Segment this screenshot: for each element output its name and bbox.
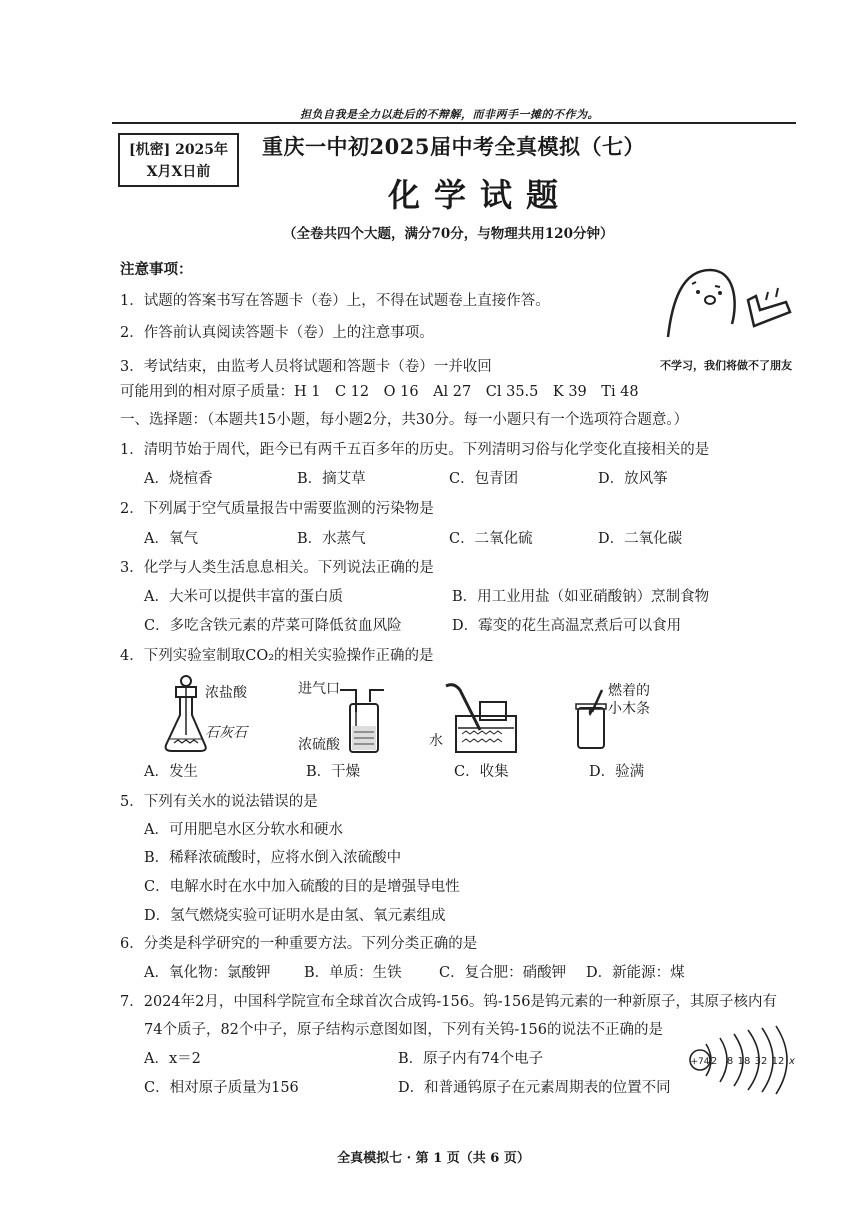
note-item-1: 1．试题的答案书写在答题卡（卷）上，不得在试题卷上直接作答。 xyxy=(120,293,550,309)
q1-option-b: B．摘艾草 xyxy=(297,471,366,487)
q7-option-a: A．x＝2 xyxy=(144,1051,201,1067)
label-burning-stick-2: 小木条 xyxy=(608,701,650,717)
note-item-2: 2．作答前认真阅读答题卡（卷）上的注意事项。 xyxy=(120,325,434,341)
label-limestone: 石灰石 xyxy=(205,725,247,741)
doodle-caption: 不学习，我们将做不了朋友 xyxy=(660,359,792,372)
apparatus-c-collection xyxy=(440,680,520,756)
q1-stem: 1．清明节始于周代，距今已有两千五百多年的历史。下列清明习俗与化学变化直接相关的是 xyxy=(120,442,710,458)
exam-subtitle: （全卷共四个大题，满分70分，与物理共用120分钟） xyxy=(283,226,614,242)
q4-option-d: D．验满 xyxy=(589,764,645,780)
q3-option-b: B．用工业用盐（如亚硝酸钠）烹制食物 xyxy=(452,589,710,605)
note-item-3: 3．考试结束，由监考人员将试题和答题卡（卷）一并收回 xyxy=(120,359,492,375)
header-rule xyxy=(112,122,796,124)
atomic-mass-line: 可能用到的相对原子质量：H 1 C 12 O 16 Al 27 Cl 35.5 K 39 Ti 48 xyxy=(120,384,639,400)
q5-option-a: A．可用肥皂水区分软水和硬水 xyxy=(144,822,343,838)
q4-option-c: C．收集 xyxy=(454,764,509,780)
q4-option-a: A．发生 xyxy=(144,764,198,780)
q6-option-c: C．复合肥：硝酸钾 xyxy=(439,965,567,981)
q7-option-c: C．相对原子质量为156 xyxy=(144,1080,299,1096)
q5-option-d: D．氢气燃烧实验可证明水是由氢、氧元素组成 xyxy=(144,908,446,924)
atom-shell-3: 18 xyxy=(737,1056,751,1067)
q3-option-c: C．多吃含铁元素的芹菜可降低贫血风险 xyxy=(144,618,402,634)
atom-shell-6: x xyxy=(789,1056,795,1067)
notes-heading: 注意事项： xyxy=(120,261,193,278)
q5-stem: 5．下列有关水的说法错误的是 xyxy=(120,794,318,810)
label-water: 水 xyxy=(429,733,443,749)
apparatus-a-generation xyxy=(160,675,210,755)
label-conc-h2so4: 浓硫酸 xyxy=(298,737,340,753)
q6-stem: 6．分类是科学研究的一种重要方法。下列分类正确的是 xyxy=(120,936,478,952)
q2-option-b: B．水蒸气 xyxy=(297,531,366,547)
q5-option-b: B．稀释浓硫酸时，应将水倒入浓硫酸中 xyxy=(144,850,402,866)
q7-option-d: D．和普通钨原子在元素周期表的位置不同 xyxy=(398,1080,671,1096)
q7-stem-line1: 7．2024年2月，中国科学院宣布全球首次合成钨-156。钨-156是钨元素的一种新原子，其原子核内有 xyxy=(120,994,777,1010)
secret-line-1: [机密] 2025年 xyxy=(128,142,229,158)
q3-option-a: A．大米可以提供丰富的蛋白质 xyxy=(144,589,343,605)
section1-heading: 一、选择题：（本题共15小题，每小题2分，共30分。每一小题只有一个选项符合题意。） xyxy=(120,412,689,428)
atom-shell-1: 2 xyxy=(710,1056,718,1067)
q2-option-d: D．二氧化碳 xyxy=(598,531,683,547)
q4-option-b: B．干燥 xyxy=(306,764,361,780)
atom-structure-diagram xyxy=(684,1022,799,1098)
q3-stem: 3．化学与人类生活息息相关。下列说法正确的是 xyxy=(120,560,434,576)
motto: 担负自我是全力以赴后的不辩解，而非两手一摊的不作为。 xyxy=(300,108,599,121)
secret-line-2: X月X日前 xyxy=(146,164,211,180)
apparatus-b-drying xyxy=(340,682,390,754)
atom-shell-4: 32 xyxy=(754,1056,768,1067)
q6-option-a: A．氧化物：氯酸钾 xyxy=(144,965,271,981)
label-inlet: 进气口 xyxy=(298,681,340,697)
q4-stem: 4．下列实验室制取CO₂的相关实验操作正确的是 xyxy=(120,648,434,664)
page-footer: 全真模拟七 · 第 1 页（共 6 页） xyxy=(337,1151,530,1166)
q7-stem-line2: 74个质子，82个中子，原子结构示意图如图，下列有关钨-156的说法不正确的是 xyxy=(144,1022,663,1038)
atom-shell-2: 8 xyxy=(726,1056,734,1067)
doodle-drawing xyxy=(660,262,800,344)
atom-nucleus-label: +74 xyxy=(690,1057,710,1067)
q1-option-c: C．包青团 xyxy=(449,471,519,487)
apparatus-d-check-full xyxy=(570,688,610,752)
atom-shell-5: 12 xyxy=(771,1056,785,1067)
subject-title: 化学试题 xyxy=(388,176,573,214)
q1-option-a: A．烧楦香 xyxy=(144,471,213,487)
q5-option-c: C．电解水时在水中加入硫酸的目的是增强导电性 xyxy=(144,879,460,895)
q6-option-b: B．单质：生铁 xyxy=(304,965,402,981)
label-conc-hcl: 浓盐酸 xyxy=(205,685,247,701)
q2-option-c: C．二氧化硫 xyxy=(449,531,533,547)
secret-box xyxy=(118,133,239,187)
q2-stem: 2．下列属于空气质量报告中需要监测的污染物是 xyxy=(120,501,434,517)
q2-option-a: A．氧气 xyxy=(144,531,198,547)
exam-title: 重庆一中初2025届中考全真模拟（七） xyxy=(262,134,645,159)
q1-option-d: D．放风筝 xyxy=(598,471,668,487)
label-burning-stick-1: 燃着的 xyxy=(608,683,650,699)
q6-option-d: D．新能源：煤 xyxy=(586,965,685,981)
q3-option-d: D．霉变的花生高温烹煮后可以食用 xyxy=(452,618,682,634)
q7-option-b: B．原子内有74个电子 xyxy=(398,1051,544,1067)
